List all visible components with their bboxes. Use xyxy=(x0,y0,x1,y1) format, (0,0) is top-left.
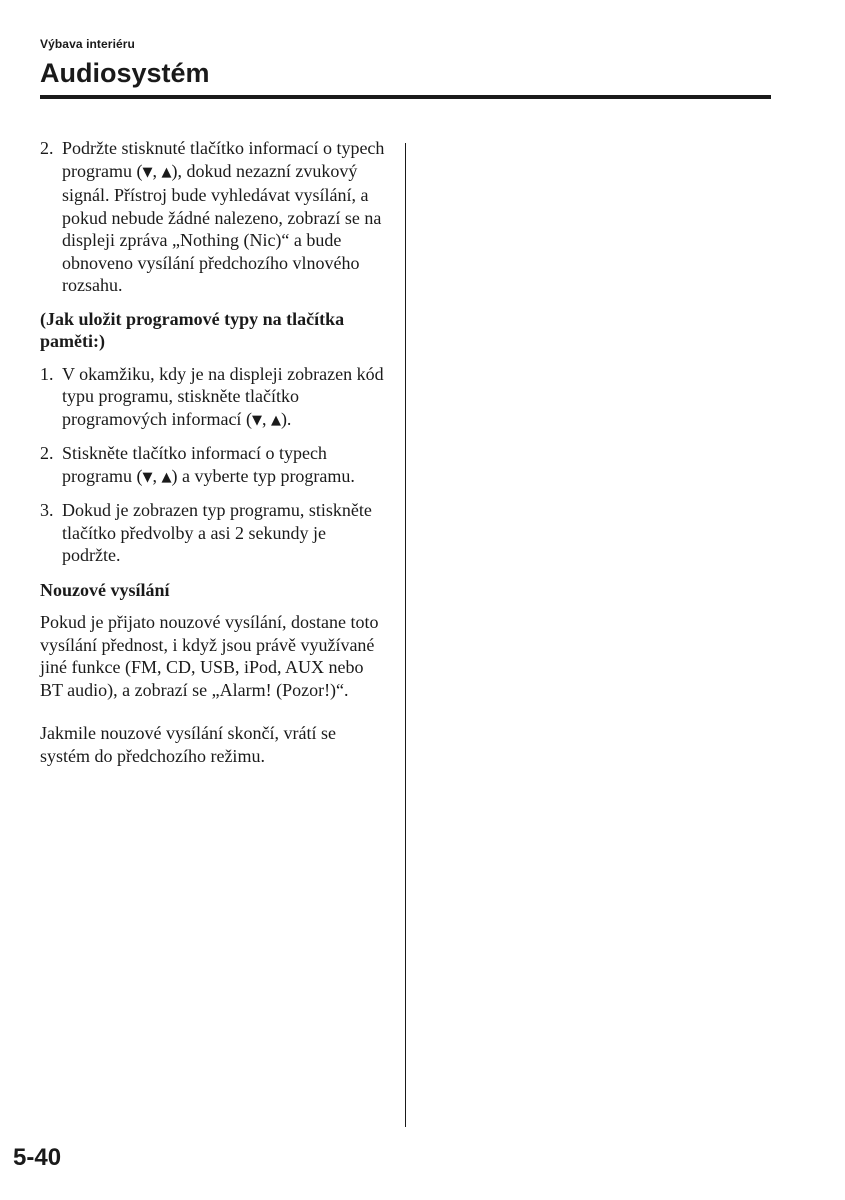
step-text: Stiskněte tlačítko informací o typech programu (▼, ▲) a vyberte typ programu. xyxy=(62,443,355,486)
steps-list-continued xyxy=(40,137,385,297)
page-title: Audiosystém xyxy=(40,58,210,88)
list-item xyxy=(40,499,385,567)
step-text: Dokud je zobrazen typ programu, stiskněte tlačítko předvolby a asi 2 sekundy je podržte. xyxy=(62,500,372,565)
down-arrow-icon: ▼ xyxy=(251,412,262,428)
list-item xyxy=(40,363,385,433)
step-text: V okamžiku, kdy je na displeji zobrazen kód typu programu, stiskněte tlačítko programových informací (▼, ▲). xyxy=(62,363,384,429)
step-number: 1. xyxy=(40,363,54,384)
page-number: 5-40 xyxy=(13,1144,62,1171)
steps-list-store xyxy=(40,363,385,567)
left-column xyxy=(40,137,385,767)
step-number: 2. xyxy=(40,138,54,158)
step-number: 3. xyxy=(40,500,54,520)
step-number: 2. xyxy=(40,443,54,463)
down-arrow-icon: ▼ xyxy=(142,164,153,180)
emergency-end-paragraph: Jakmile nouzové vysílání skončí, vrátí se systém do předchozího režimu. xyxy=(40,723,336,766)
down-arrow-icon: ▼ xyxy=(142,469,153,485)
up-arrow-icon: ▲ xyxy=(161,469,172,485)
title-rule xyxy=(40,95,771,99)
up-arrow-icon: ▲ xyxy=(270,412,281,428)
column-divider xyxy=(405,143,406,1127)
list-item xyxy=(40,442,385,489)
step-text: Podržte stisknuté tlačítko informací o typech programu (▼, ▲), dokud nezazní zvukový signál. Přístroj bude vyhledávat vysílání, a pokud nebude žádné nalezeno, zobrazí se na displeji zpráva „Nothing (Nic)“ a bude obnoveno vysílání předchozího vlnového rozsahu. xyxy=(62,138,385,295)
emergency-broadcast-heading: Nouzové vysílání xyxy=(40,579,170,600)
section-label: Výbava interiéru xyxy=(40,37,135,51)
up-arrow-icon: ▲ xyxy=(161,164,172,180)
list-item xyxy=(40,137,385,297)
emergency-paragraph: Pokud je přijato nouzové vysílání, dostane toto vysílání přednost, i když jsou právě využívané jiné funkce (FM, CD, USB, iPod, AUX nebo BT audio), a zobrazí se „Alarm! (Pozor!)“. xyxy=(40,612,379,700)
store-program-types-heading: (Jak uložit programové typy na tlačítka paměti:) xyxy=(40,308,345,351)
